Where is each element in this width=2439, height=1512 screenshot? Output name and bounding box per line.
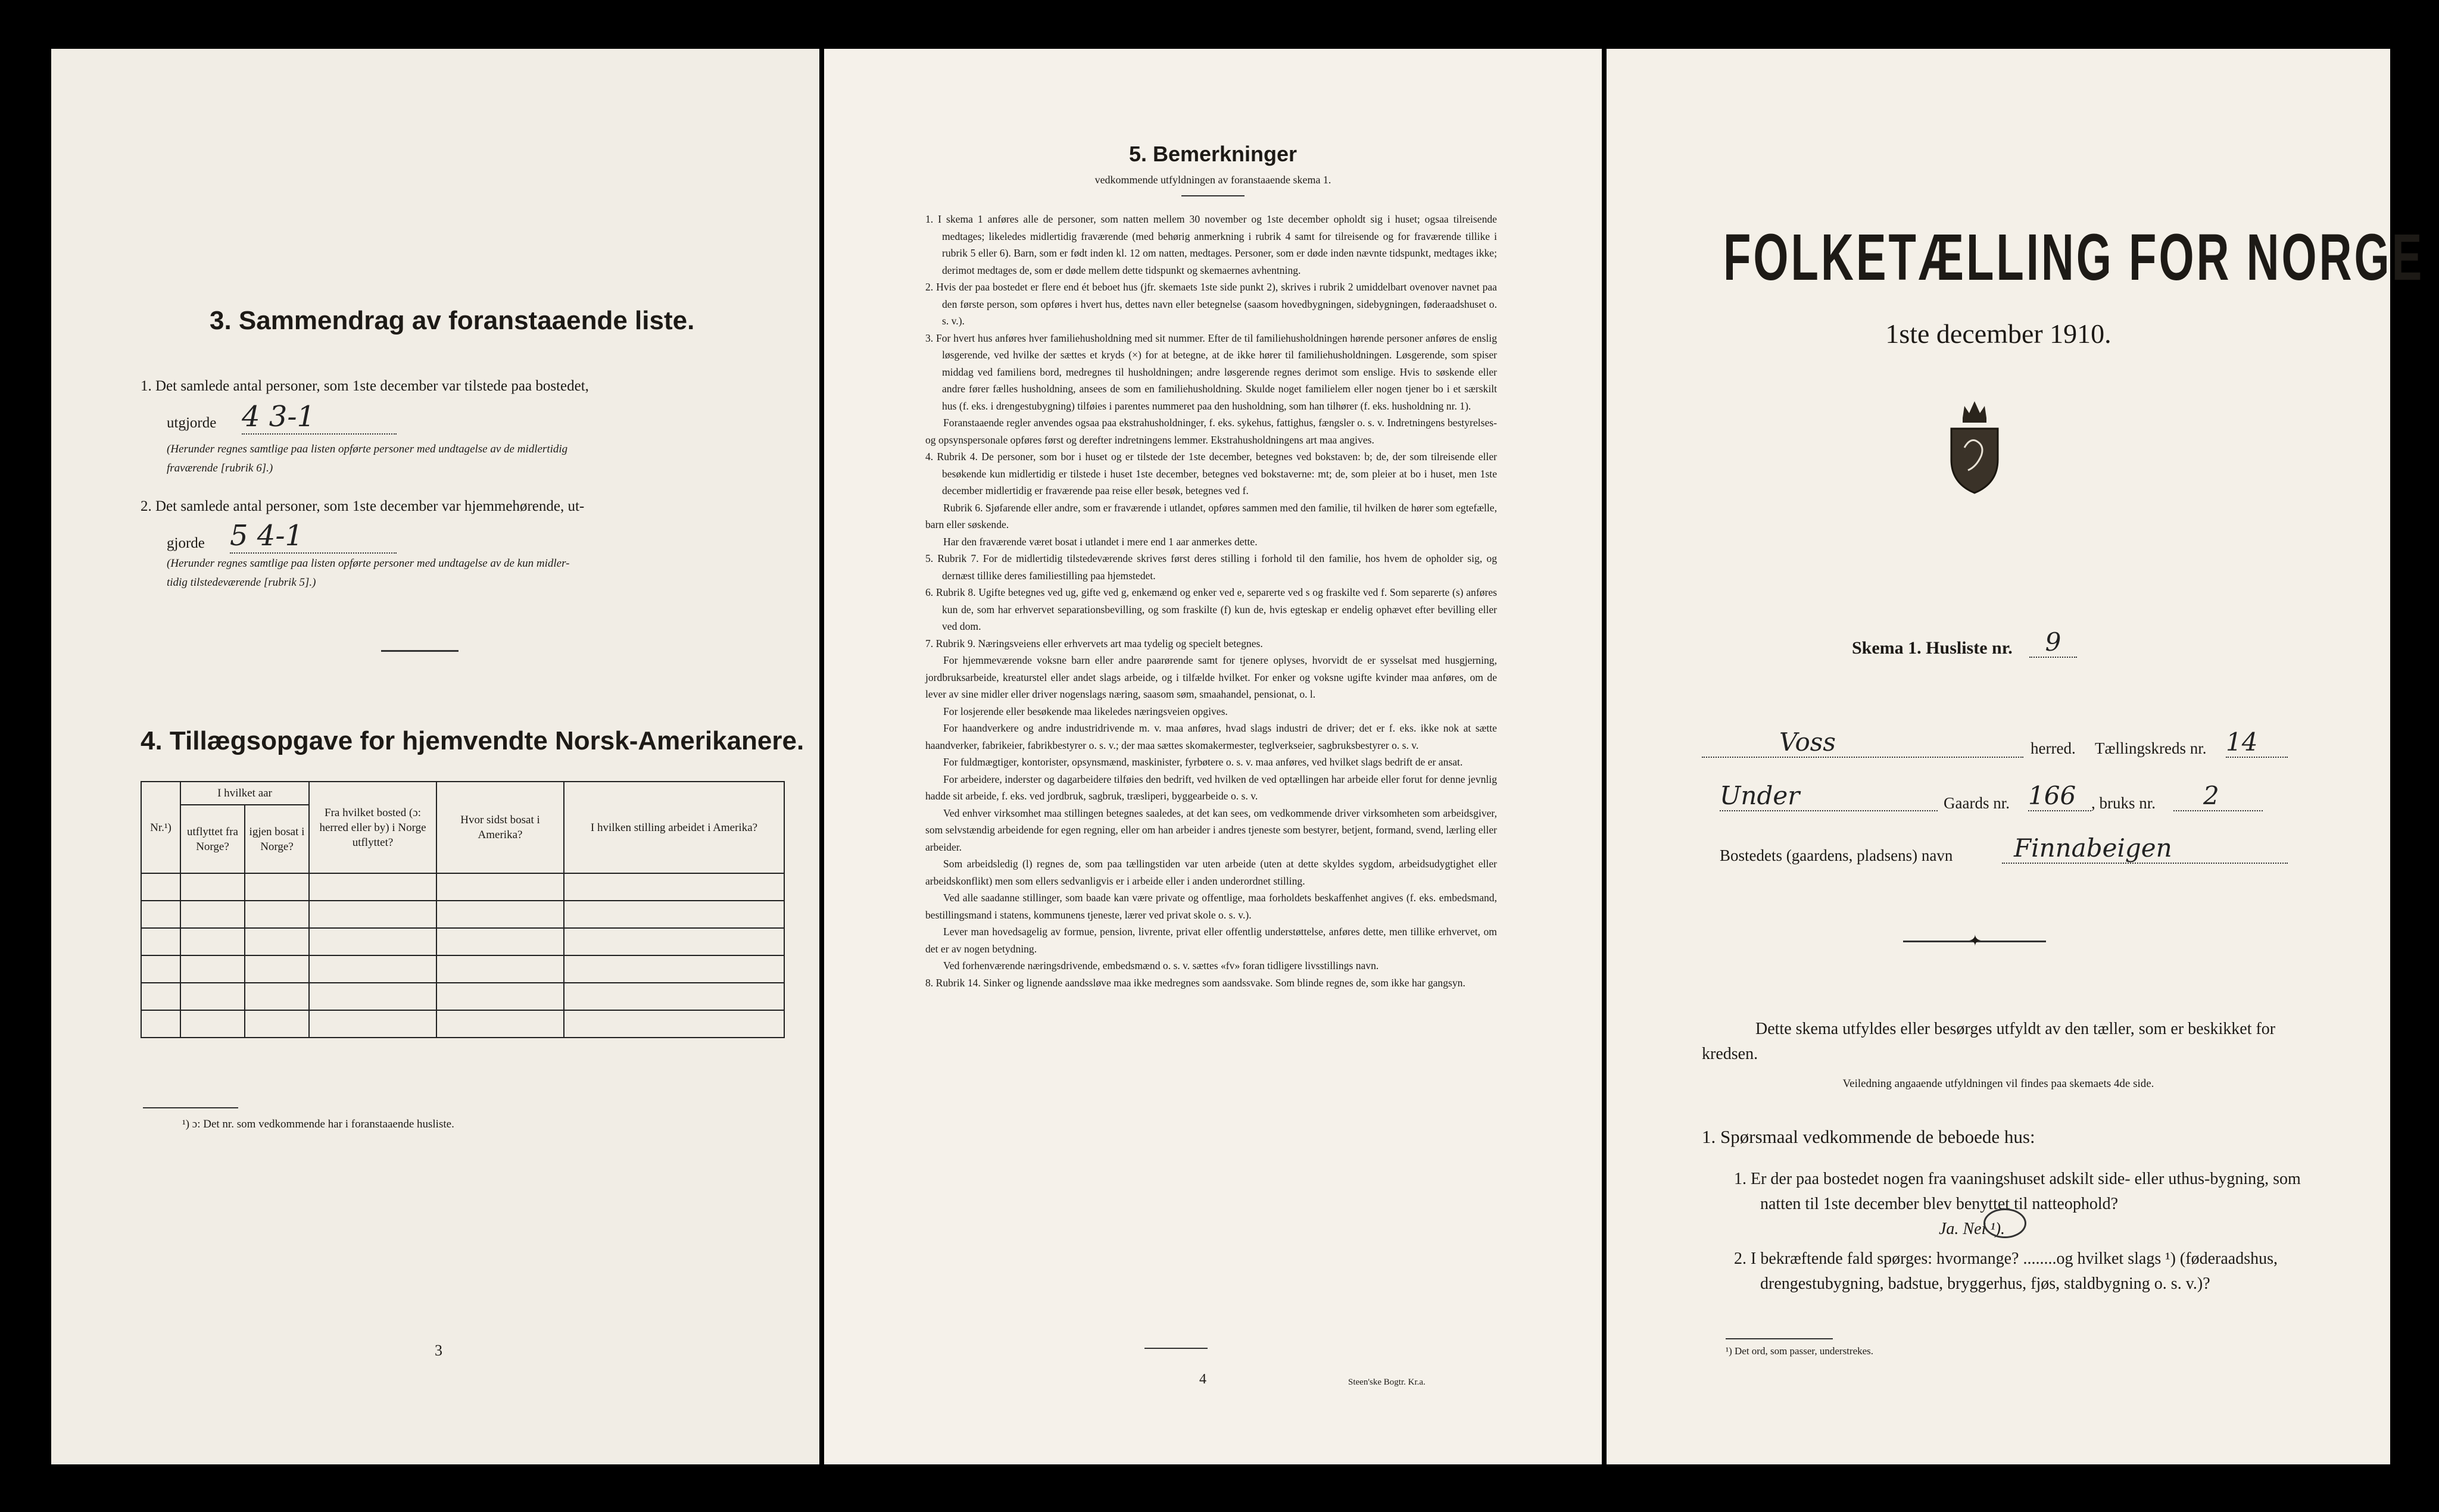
question-1-answer: Ja. Nei ¹). [1939,1220,2006,1238]
col-occupation: I hvilken stilling arbeidet i Amerika? [564,782,784,873]
remark-2: 2. Hvis der paa bostedet er flere end ét beboet hus (jfr. skemaets 1ste side punkt 2), skrives i rubrik 2 umiddelbart ovenover navnet paa den første person, som opføres i hvert hus, dettes navn eller betegnelse (saasom hovedbygningen, sidebygningen, føderaadshuset o. s. v.). [925,281,1497,327]
question-header: 1. Spørsmaal vedkommende de beboede hus: [1702,1126,2035,1147]
page-number: 4 [1199,1372,1206,1387]
table-row [141,955,784,983]
remark-7d: For haandverkere og andre industridrivende m. v. maa anføres, hvad slags industri de driver; det er f. eks. ikke nok at sætte haandverker, fabrikeier, fabrikbestyrer o. s. v.; der maa sættes skomakermester, teglverkseier, sagbruksbestyrer o. s. v. [925,722,1497,751]
ornament-icon: ✦ [1969,932,1982,949]
table-row [141,901,784,928]
table-row [141,873,784,901]
remark-7i: Ved alle saadanne stillinger, som baade kan være private og offentlige, maa forholdets beskaffenhet angives (f. eks. embedsmand, bestillingsmand i statens, kommunens tjeneste, lærer ved privat skole o. s. v.). [925,892,1497,921]
table-row [141,1010,784,1038]
remark-7c: For losjerende eller besøkende maa likeledes næringsveien opgives. [943,705,1228,717]
item2-note: (Herunder regnes samtlige paa listen opførte personer med undtagelse av de kun midler- [167,557,570,570]
remarks-body [925,211,1497,991]
gaards-value: 166 [2028,781,2091,811]
printer-mark: Steen'ske Bogtr. Kr.a. [1348,1377,1426,1387]
herred-label: herred. [2031,739,2076,757]
item1-note-2: fraværende [rubrik 6].) [167,462,273,474]
gaards-label: Gaards nr. [1944,794,2010,812]
remark-7: 7. Rubrik 9. Næringsveiens eller erhvervets art maa tydelig og specielt betegnes. [925,637,1263,649]
item2-text: 2. Det samlede antal personer, som 1ste december var hjemmehørende, ut- [141,498,585,514]
page-middle [824,49,1602,1464]
remark-4b: Rubrik 6. Sjøfarende eller andre, som er fraværende i utlandet, opføres sammen med den familie, til hvilken de hører som egtefælle, barn eller søskende. [925,501,1497,530]
remark-7g: Ved enhver virksomhet maa stillingen betegnes saaledes, at det kan sees, om vedkommende driver virksomheten som arbeidsgiver, som selvstændig arbeidende for egen regning, eller om han arbeider i andres tjeneste som bestyrer, betjent, formand, svend, lærling eller arbeider. [925,807,1497,853]
item1-note: (Herunder regnes samtlige paa listen opførte personer med undtagelse av de midlertidig [167,443,568,455]
herred-value: Voss [1702,727,2023,758]
question-2: 2. I bekræftende fald spørges: hvormange? ........og hvilket slags ¹) (føderaadshus, drengestubygning, badstue, bryggerhus, fjøs, staldbygning o. s. v.)? [1734,1249,2278,1293]
remark-7k: Ved forhenværende næringsdrivende, embedsmænd o. s. v. sættes «fv» foran tidligere livsstillings navn. [943,960,1379,971]
kreds-label: Tællingskreds nr. [2095,739,2207,757]
divider [381,650,459,652]
col-returned: igjen bosat i Norge? [245,805,309,873]
kreds-value: 14 [2226,727,2288,758]
census-date: 1ste december 1910. [1885,318,2111,349]
page-right [1607,49,2425,1464]
col-from-where: Fra hvilket bosted (ɔ: herred eller by) i Norge utflyttet? [309,782,436,873]
bruks-label: , bruks nr. [2091,794,2156,812]
page-left [51,49,819,1464]
bosted-label: Bostedets (gaardens, pladsens) navn [1720,846,1953,864]
bosted-value: Finnabeigen [2002,833,2288,864]
footnote-rule [143,1107,238,1108]
remark-3: 3. For hvert hus anføres hver familiehusholdning med sit nummer. Efter de til familiehusholdningen hørende personer anføres de enslig løsgerende, ved hvilke der sættes et kryds (×) for at betegne, at de ikke hører til familiehusholdningen. Løsgerende, som spiser middag ved familiens bord, medregnes til husholdningen; andre løsgerende regnes derimot som enslige. Hvis to søskende eller andre fører fælles husholdning, ansees de som en familiehusholdning. Skulde noget familielem eller nogen tjener bo i et særskilt hus (f. eks. i drengestubygning) tilføies i parentes nummeret paa den husholdning, som han tilhører (f. eks. husholdning nr. 1). [925,332,1497,412]
item2-label: gjorde [167,535,205,551]
instructions-note: Veiledning angaaende utfyldningen vil findes paa skemaets 4de side. [1842,1077,2154,1090]
husliste-nr-value: 9 [2029,627,2077,658]
census-title: FOLKETÆLLING FOR NORGE [1723,221,2425,295]
col-last-residence: Hvor sidst bosat i Amerika? [436,782,564,873]
norsk-amerikanere-table [141,781,785,1038]
schema-label: Skema 1. Husliste nr. [1852,638,2013,658]
remarks-subtitle: vedkommende utfyldningen av foranstaaende skema 1. [1094,174,1331,186]
remark-7e: For fuldmægtiger, kontorister, opsynsmænd, maskinister, fyrbøtere o. s. v. maa anføres, ved hvilket slags bedrift de er ansat. [943,756,1463,768]
divider [1181,195,1245,196]
remark-7f: For arbeidere, inderster og dagarbeidere tilføies den bedrift, ved hvilken de ved optællingen har arbeide eller forut for denne jevnlig hadde sit arbeide, f. eks. ved jordbruk, sagbruk, træsliperi, byggearbeide o. s. v. [925,773,1497,802]
item1-text: 1. Det samlede antal personer, som 1ste december var tilstede paa bostedet, [141,378,589,394]
divider [1144,1348,1208,1349]
remark-4c: Har den fraværende været bosat i utlandet i mere end 1 aar anmerkes dette. [943,535,1258,548]
item1-label: utgjorde [167,415,217,431]
remark-5: 5. Rubrik 7. For de midlertidig tilstedeværende skrives først deres stilling i forhold til den familie, hos hvem de opholder sig, og dernæst tillike deres familiestilling paa hjemstedet. [925,552,1497,582]
instructions: Dette skema utfyldes eller besørges utfyldt av den tæller, som er beskikket for kredsen. [1702,1020,2276,1063]
col-nr: Nr.¹) [141,782,180,873]
footnote: ¹) ɔ: Det nr. som vedkommende har i foranstaaende husliste. [182,1118,454,1130]
item2-note-2: tidig tilstedeværende [rubrik 5].) [167,576,316,589]
under-value: Under [1720,781,1938,811]
remark-4: 4. Rubrik 4. De personer, som bor i huset og er tilstede der 1ste december, betegnes ved bokstaven: b; de, der som tilreisende eller besøkende kun midlertidig er tilstede i huset 1ste december, betegnes ved bokstaverne: mt; de, som pleier at bo i huset, men 1ste december midlertidig er fraværende paa reise eller besøk, betegnes ved f. [925,451,1497,496]
item2-value: 5 4-1 [230,519,397,554]
footnote: ¹) Det ord, som passer, understrekes. [1726,1345,1874,1357]
remark-7j: Lever man hovedsagelig av formue, pension, livrente, privat eller offentlig understøttelse, anføres dette, men tillike erhvervet, om det er av nogen betydning. [925,926,1497,955]
question-1: 1. Er der paa bostedet nogen fra vaaningshuset adskilt side- eller uthus-bygning, som natten til 1ste december blev benyttet til natteophold? [1734,1170,2301,1213]
table-row [141,928,784,955]
coat-of-arms-icon [1947,394,2003,495]
bruks-value: 2 [2173,781,2263,811]
section-3-title: 3. Sammendrag av foranstaaende liste. [210,306,695,335]
remark-6: 6. Rubrik 8. Ugifte betegnes ved ug, gifte ved g, enkemænd og enker ved e, separerte ved s og fraskilte ved f. Som separerte (s) anføres kun de, som har erhvervet separationsbevilling, og som fraskilte (f) kun de, hvis egteskap er endelig ophævet efter bevilling eller ved dom. [925,586,1497,632]
remark-3b: Foranstaaende regler anvendes ogsaa paa ekstrahusholdninger, f. eks. sykehus, fattighus, fængsler o. s. v. Indretningens bestyrelses- og opsynspersonale opføres først og derefter indretningens lemmer. Ekstrahusholdningens art maa angives. [925,417,1497,446]
col-emigrated: utflyttet fra Norge? [180,805,245,873]
footnote-rule [1726,1338,1833,1339]
remarks-title: 5. Bemerkninger [1128,142,1298,166]
remark-7b: For hjemmeværende voksne barn eller andre paarørende samt for tjenere oplyses, hvorvidt de er sysselsat med husgjerning, jordbruksarbeide, kreaturstel eller andet slags arbeide, og i tilfælde hvilket. For enker og voksne ugifte kvinder maa anføres, om de lever av sine midler eller driver nogenslags næring, saasom søm, smaahandel, pensionat, o. l. [925,654,1497,700]
remark-7h: Som arbeidsledig (l) regnes de, som paa tællingstiden var uten arbeide (uten at dette skyldes sygdom, arbeidsudygtighet eller arbeidskonflikt) men som ellers sedvanligvis er i arbeide eller i anden underordnet stilling. [925,858,1497,887]
table-row [141,983,784,1010]
remark-1: 1. I skema 1 anføres alle de personer, som natten mellem 30 november og 1ste december opholdt sig i huset; ogsaa tilreisende medtages; likeledes midlertidig fraværende (med behørig anmerkning i rubrik 4 samt for tilreisende og for fraværende tillike i rubrik 5 eller 6). Barn, som er født inden kl. 12 om natten, medtages. Personer, som er døde inden nævnte tidspunkt, medtages ikke; derimot medtages de, som er døde mellem dette tidspunkt og skemaernes avhentning. [925,213,1497,276]
item1-value: 4 3-1 [242,400,397,435]
answer-circle [1983,1208,2026,1238]
page-number: 3 [435,1342,442,1359]
section-4-title: 4. Tillægsopgave for hjemvendte Norsk-Amerikanere. [141,726,804,755]
remark-8: 8. Rubrik 14. Sinker og lignende aandssløve maa ikke medregnes som aandssvake. Som blinde regnes de, som ikke har gangsyn. [925,976,1465,989]
col-year-group: I hvilket aar [180,782,309,805]
